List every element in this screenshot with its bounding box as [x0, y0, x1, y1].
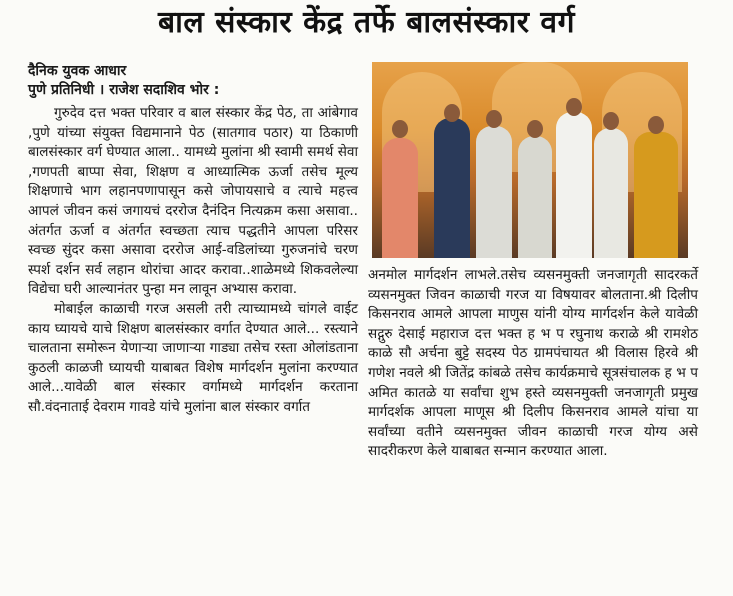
article-right-column — [368, 266, 698, 462]
newspaper-name: दैनिक युवक आधार — [28, 63, 127, 79]
event-photo — [372, 62, 688, 258]
byline — [28, 62, 358, 100]
headline: बाल संस्कार केंद्र तर्फे बालसंस्कार वर्ग — [157, 5, 576, 40]
paragraph: गुरुदेव दत्त भक्त परिवार व बाल संस्कार केंद्र पेठ, ता आंबेगाव ,पुणे यांच्या संयुक्त विद्यमानाने पेठ (सातगाव पठार) या ठिकाणी बालसंस्कार वर्ग घेण्यात आला.. यामध्ये मुलांना श्री स्वामी समर्थ सेवा ,गणपती बाप्पा सेवा, शिक्षण व आध्यात्मिक ऊर्जा तसेच मूल्य शिक्षणाचे भाग लहानपणापासून कसे जोपायसाचे व त्याचे महत्त्व आपलं जीवन कसं जगायचं दररोज दैनंदिन नित्यक्रम कसा असावा.. अंतर्गत ऊर्जा व अंतर्गत स्वच्छता त्याच पद्धतीने आपला परिसर स्वच्छ सुंदर कसा असावा दररोज आई-वडिलांच्या गुरुजनांचे चरण स्पर्श दर्शन सर्व लहान थोरांचा आदर करावा..शाळेमध्ये शिकवलेल्या विद्येचा घरी आल्यानंतर पुन्हा मन लावून अभ्यास करावा. — [28, 105, 358, 298]
paragraph: मोबाईल काळाची गरज असली तरी त्याच्यामध्ये चांगले वाईट काय घ्यायचे याचे शिक्षण बालसंस्कार वर्गात देण्यात आले... रस्त्याने चालताना समोरून येणाऱ्या जाणाऱ्या गाड्या तसेच रस्ता ओलांडताना कुठली काळजी घ्यायची याबाबत विशेष मार्गदर्शन मुलांना करण्यात आले...यावेळी बाल संस्कार वर्गामध्ये मार्गदर्शन करताना सौ.वंदनाताई देवराम गावडे यांचे मुलांना बाल संस्कार वर्गात — [28, 300, 358, 415]
paragraph: अनमोल मार्गदर्शन लाभले.तसेच व्यसनमुक्ती जनजागृती सादरकर्ते व्यसनमुक्त जिवन काळाची गरज या विषयावर बोलताना.श्री दिलीप किसनराव आमले आपला माणुस यांनी योग्य मार्गदर्शन केले यावेळी सद्गुरु देसाई महाराज दत्त भक्त ह भ प रघुनाथ कराळे श्री रामशेठ काळे सौ अर्चना बुट्टे सदस्य पेठ ग्रामपंचायत श्री विलास हिरवे श्री गणेश नवले श्री जितेंद्र कांबळे तसेच कार्यक्रमाचे सूत्रसंचालक ह भ प अमित कातळे या सर्वांचा शुभ हस्ते व्यसनमुक्ती जनजागृती प्रमुख मार्गदर्शक आपला माणूस श्री दिलीप किसनराव आमले यांचा या सर्वांच्या वतीने व्यसनमुक्त जीवन काळाची गरज योग्य असे सादरीकरण केले याबाबत सन्मान करण्यात आला. — [368, 267, 698, 460]
article-left-column — [28, 104, 358, 418]
reporter-line: पुणे प्रतिनिधी । राजेश सदाशिव भोर : — [28, 82, 220, 98]
